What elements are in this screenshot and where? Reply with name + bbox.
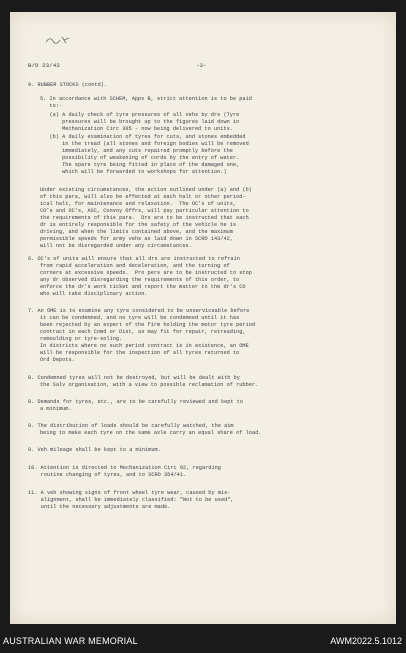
text-line: from rapid acceleration and deceleration, and the turning of xyxy=(40,263,230,269)
text-line: In districts where no such period contract is in existence, an OME xyxy=(40,343,249,349)
text-line: alignment, shall be immediately classified: "Not to be used", xyxy=(28,497,234,503)
text-line: to:- xyxy=(40,103,63,109)
text-line: permissible speeds for army vehs as laid down in SCRO 143/42, xyxy=(40,236,233,242)
text-line: Ord Depots. xyxy=(40,357,75,363)
text-line: 6. OC's of units will ensure that all drs are instructed to refrain xyxy=(28,256,240,262)
text-line: it can be condemned, and no tyre will be condemned until it has xyxy=(40,315,240,321)
text-line: of this para, will also be effected at each halt or other period- xyxy=(40,194,246,200)
text-line: the requirements of this para. Drs are to be instructed that each xyxy=(40,215,249,221)
text-line: The spare tyre being fitted in place of the damaged one, xyxy=(40,162,240,168)
text-line: 9. RUBBER STOCKS (contd). xyxy=(28,82,108,88)
text-line: 9. Veh mileage shall be kept to a minimum. xyxy=(28,447,161,453)
text-line: 10. Attention is directed to Mechanization Circ 92, regarding xyxy=(28,465,221,471)
text-line: 8. Demands for tyres, etc., are to be carefully reviewed and kept to xyxy=(28,399,244,405)
text-line: Under existing circumstances, the action outlined under (a) and (b) xyxy=(40,187,252,193)
page-number: -3- xyxy=(196,62,207,69)
text-line: dr is entirely responsible for the safety of the vehicle he is xyxy=(40,222,237,228)
text-line: Mechanization Circ 305 - now being delivered to units. xyxy=(40,126,233,132)
text-line: ical halt, for maintenance and relaxation. The OC's of units, xyxy=(40,201,237,207)
archive-footer xyxy=(0,628,406,653)
text-line: been rejected by an expert of the firm holding the motor tyre period xyxy=(40,322,256,328)
text-line: enforce the dr's work ticket and report the matter to the dr's CO xyxy=(40,284,246,290)
text-line: 8. Condemned tyres will not be destroyed, but will be dealt with by xyxy=(28,375,240,381)
text-line: who will take disciplinary action. xyxy=(40,291,148,297)
text-line: which will be forwarded to workshops for attention.) xyxy=(40,169,227,175)
text-line: any dr observed disregarding the requirements of this order, to xyxy=(40,277,240,283)
text-line: possibility of weakening of cords by the entry of water. xyxy=(40,155,240,161)
text-line: 11. A veh showing signs of front wheel tyre wear, caused by mis- xyxy=(28,490,231,496)
text-line: contract in each Comd or Dist, as may fit for repair, retreading, xyxy=(40,329,246,335)
text-line: in the tread (all stones and foreign bodies will be removed xyxy=(40,141,249,147)
text-line: (a) A daily check of tyre pressures of all vehs by drs (Tyre xyxy=(40,112,240,118)
text-line: being to make each tyre on the same axle carry an equal share of load. xyxy=(40,430,262,436)
text-line: until the necessary adjustments are made. xyxy=(28,504,171,510)
text-line: a minimum. xyxy=(40,406,72,412)
text-line: immediately, and any cuts repaired promptly before the xyxy=(40,148,233,154)
text-line: 9. The distribution of loads should be carefully watched, the aim xyxy=(28,423,234,429)
text-line: remoulding or tyre-soling. xyxy=(40,336,123,342)
text-line: the Salv organisation, with a view to possible reclamation of rubber. xyxy=(40,382,259,388)
text-line: will not be disregarded under any circumstances. xyxy=(40,243,192,249)
text-line: driving, and when the limits contained above, and the maximum xyxy=(40,229,233,235)
text-line: will be responsible for the inspection of all tyres returned to xyxy=(40,350,240,356)
text-line: (b) A daily examination of tyres for cuts, and stones embedded xyxy=(40,134,246,140)
document-page xyxy=(10,12,396,624)
text-line: 7. An OME is to examine any tyre considered to be unserviceable before xyxy=(28,308,250,314)
document-body xyxy=(10,12,396,624)
text-line: routine changing of tyres, and to SCRO 354/41. xyxy=(28,472,187,478)
text-line: 5. In accordance with SCHEM, Appx B, strict attention is to be paid xyxy=(40,96,252,102)
text-line: CO's and OC's, ASC, Convoy Offrs, will pay particular attention to xyxy=(40,208,249,214)
institution-name: AUSTRALIAN WAR MEMORIAL xyxy=(3,636,138,646)
text-line: corners at excessive speeds. Pro pers are to be instructed to stop xyxy=(40,270,252,276)
document-reference: B/O 23/43 xyxy=(28,62,60,69)
text-line: pressures will be brought up to the figures laid down in xyxy=(40,119,240,125)
record-id: AWM2022.5.1012 xyxy=(330,636,402,646)
